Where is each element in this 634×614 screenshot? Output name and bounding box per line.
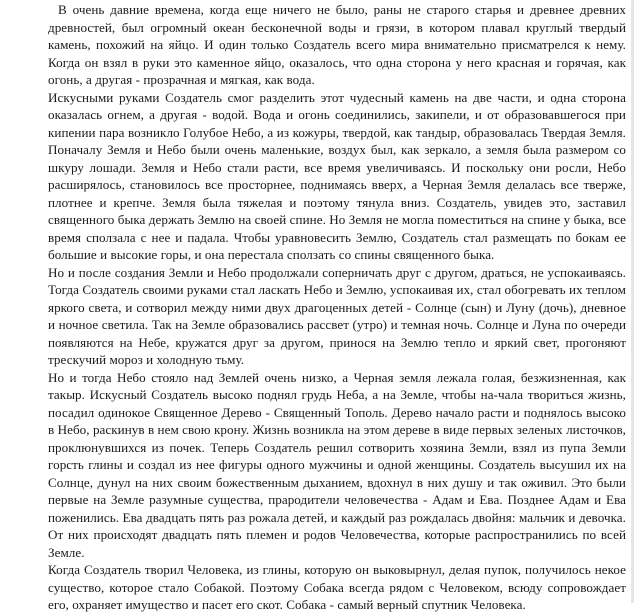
document-text bbox=[48, 1, 626, 614]
paragraph-4: Но и тогда Небо стояло над Землей очень низко, а Черная земля лежала голая, безжизненная, как такыр. Искусный Создатель высоко поднял грудь Неба, а на Земле, чтобы на-чала твориться жизнь, посадил одинокое Священное Дерево - Священный Тополь. Дерево начало расти и поднялось высоко в Небо, раскинув в нем свою крону. Жизнь возникла на этом дереве в виде первых зеленых листочков, проклюнувшихся из почек. Теперь Создатель решил сотворить хозяина Земли, взял из пупа Земли горсть глины и создал из нее фигуры одного мужчины и одной женщины. Создатель высушил их на Солнце, дунул на них своим божественным дыханием, вдохнул в них душу и так оживил. Это были первые на Земле разумные существа, прародители человечества - Адам и Ева. Позднее Адам и Ева поженились. Ева двадцать пять раз рожала детей, и каждый раз рождалась двойня: мальчик и девочка. От них происходят двадцать пять племен и родов Человечества, которые распространились по всей Земле. bbox=[48, 369, 626, 560]
paragraph-1: В очень давние времена, когда еще ничего не было, раны не старого старья и древнее древних древностей, был огромный океан бесконечной воды и грязи, в котором плавал круглый твердый камень, похожий на яйцо. И один только Создатель всего мира внимательно присматрелся к нему. Когда он взял в руки это каменное яйцо, оказалось, что одна сторона у него красная и горячая, как огонь, а другая - прозрачная и мягкая, как вода. bbox=[48, 2, 626, 87]
paragraph-2: Искусными руками Создатель смог разделить этот чудесный камень на две части, и одна сторона оказалась огнем, а другая - водой. Вода и огонь соединились, закипели, и от образовавшегося при кипении пара возникло Голубое Небо, а из кожуры, твердой, как тандыр, образовалась Твердая Земля. Поначалу Земля и Небо были очень маленькие, воздух был, как зеркало, а земля была размером со шкуру лошади. Земля и Небо стали расти, все время увеличиваясь. И поскольку они росли, Небо расширялось, становилось все просторнее, поднимаясь вверх, а Черная Земля делалась все тверже, плотнее и крепче. Земля была тяжелая и поэтому тянула вниз. Создатель, увидев это, заставил священного быка держать Землю на своей спине. Но Земля не могла поместиться на спине у быка, все время сползала с нее и падала. Чтобы уравновесить Землю, Создатель стал размещать по бокам ее большие и высокие горы, и она перестала сползать со спины священного быка. bbox=[48, 89, 626, 262]
paragraph-5: Когда Создатель творил Человека, из глины, которую он выковырнул, делая пупок, получилось некое существо, которое стало Собакой. Поэтому Собака всегда рядом с Человеком, всюду сопровождает его, охраняет имущество и пасет его скот. Собака - самый верный спутник Человека. bbox=[48, 562, 626, 612]
paragraph-3: Но и после создания Земли и Небо продолжали соперничать друг с другом, драться, не успокаиваясь. Тогда Создатель своими руками стал ласкать Небо и Землю, успокаивая их, стал обогревать их теплом яркого света, и сотворил между ними двух драгоценных детей - Солнце (сын) и Луну (дочь), дневное и ночное светила. Так на Земле образовались рассвет (утро) и темная ночь. Солнце и Луна по очереди появляются на Небе, кружатся друг за другом, принося на Землю тепло и яркий свет, прогоняют трескучий мороз и холодную тьму. bbox=[48, 264, 626, 367]
